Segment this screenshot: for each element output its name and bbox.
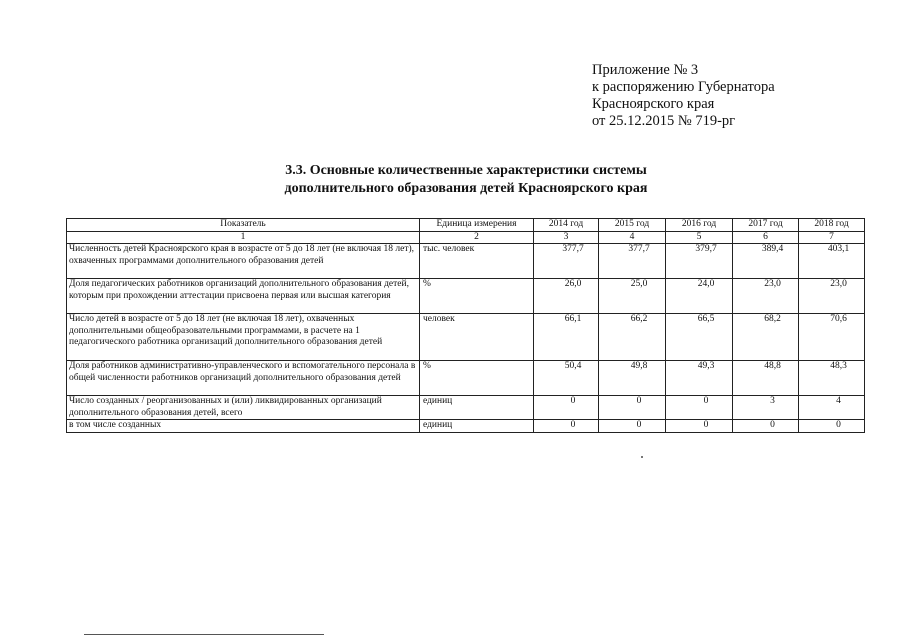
header-unit: Единица измерения — [420, 219, 534, 232]
value-cell: 24,0 — [666, 279, 733, 314]
footer-rule — [84, 634, 324, 635]
value-cell: 50,4 — [534, 361, 599, 396]
value-cell: 25,0 — [599, 279, 666, 314]
table-row — [67, 361, 865, 396]
header-2017: 2017 год — [733, 219, 799, 232]
value-cell: 0 — [666, 396, 733, 420]
value-cell: 68,2 — [733, 314, 799, 361]
heading-line-2: дополнительного образования детей Красноярского края — [284, 181, 648, 196]
col-number: 2 — [420, 231, 534, 244]
unit-cell: единиц — [420, 420, 534, 433]
indicator-cell: в том числе созданных — [67, 420, 420, 433]
value-cell: 0 — [599, 396, 666, 420]
scan-speck — [641, 456, 643, 458]
value-cell: 3 — [733, 396, 799, 420]
header-2014: 2014 год — [534, 219, 599, 232]
table-row — [67, 420, 865, 433]
appendix-line-1: Приложение № 3 — [592, 62, 699, 78]
col-number: 7 — [799, 231, 865, 244]
value-cell: 0 — [534, 420, 599, 433]
col-number: 6 — [733, 231, 799, 244]
value-cell: 48,8 — [733, 361, 799, 396]
indicators-table — [66, 218, 865, 433]
value-cell: 379,7 — [666, 244, 733, 279]
col-number: 5 — [666, 231, 733, 244]
table-header-row — [67, 219, 865, 232]
appendix-block — [592, 62, 775, 130]
table-row — [67, 396, 865, 420]
table-row — [67, 244, 865, 279]
col-number: 3 — [534, 231, 599, 244]
indicator-cell: Доля педагогических работников организаций дополнительного образования детей, которым при прохождении аттестации присвоена первая или высшая категория — [67, 279, 420, 314]
value-cell: 0 — [733, 420, 799, 433]
indicator-cell: Число детей в возрасте от 5 до 18 лет (не включая 18 лет), охваченных дополнительными общеобразовательными программами, в расчете на 1 педагогического работника организаций дополнительного образования детей — [67, 314, 420, 361]
header-2018: 2018 год — [799, 219, 865, 232]
indicator-cell: Число созданных / реорганизованных и (или) ликвидированных организаций дополнительного образования детей, всего — [67, 396, 420, 420]
indicator-cell: Численность детей Красноярского края в возрасте от 5 до 18 лет (не включая 18 лет), охваченных программами дополнительного образования детей — [67, 244, 420, 279]
value-cell: 377,7 — [534, 244, 599, 279]
header-indicator: Показатель — [67, 219, 420, 232]
value-cell: 49,8 — [599, 361, 666, 396]
value-cell: 403,1 — [799, 244, 865, 279]
value-cell: 49,3 — [666, 361, 733, 396]
header-2016: 2016 год — [666, 219, 733, 232]
value-cell: 0 — [599, 420, 666, 433]
value-cell: 23,0 — [799, 279, 865, 314]
unit-cell: человек — [420, 314, 534, 361]
unit-cell: тыс. человек — [420, 244, 534, 279]
value-cell: 70,6 — [799, 314, 865, 361]
appendix-line-4: от 25.12.2015 № 719-рг — [592, 113, 736, 129]
document-heading — [66, 162, 866, 198]
header-2015: 2015 год — [599, 219, 666, 232]
value-cell: 26,0 — [534, 279, 599, 314]
col-number: 4 — [599, 231, 666, 244]
col-number: 1 — [67, 231, 420, 244]
value-cell: 23,0 — [733, 279, 799, 314]
appendix-line-3: Красноярского края — [592, 96, 715, 112]
unit-cell: % — [420, 361, 534, 396]
value-cell: 66,5 — [666, 314, 733, 361]
value-cell: 389,4 — [733, 244, 799, 279]
value-cell: 0 — [799, 420, 865, 433]
table-row — [67, 314, 865, 361]
value-cell: 66,1 — [534, 314, 599, 361]
unit-cell: единиц — [420, 396, 534, 420]
value-cell: 66,2 — [599, 314, 666, 361]
value-cell: 48,3 — [799, 361, 865, 396]
indicator-cell: Доля работников административно-управленческого и вспомогательного персонала в общей численности работников организаций дополнительного образования детей — [67, 361, 420, 396]
appendix-line-2: к распоряжению Губернатора — [592, 79, 775, 95]
column-number-row — [67, 231, 865, 244]
unit-cell: % — [420, 279, 534, 314]
value-cell: 0 — [666, 420, 733, 433]
table-row — [67, 279, 865, 314]
heading-line-1: 3.3. Основные количественные характеристики системы — [285, 163, 647, 178]
value-cell: 0 — [534, 396, 599, 420]
value-cell: 377,7 — [599, 244, 666, 279]
value-cell: 4 — [799, 396, 865, 420]
